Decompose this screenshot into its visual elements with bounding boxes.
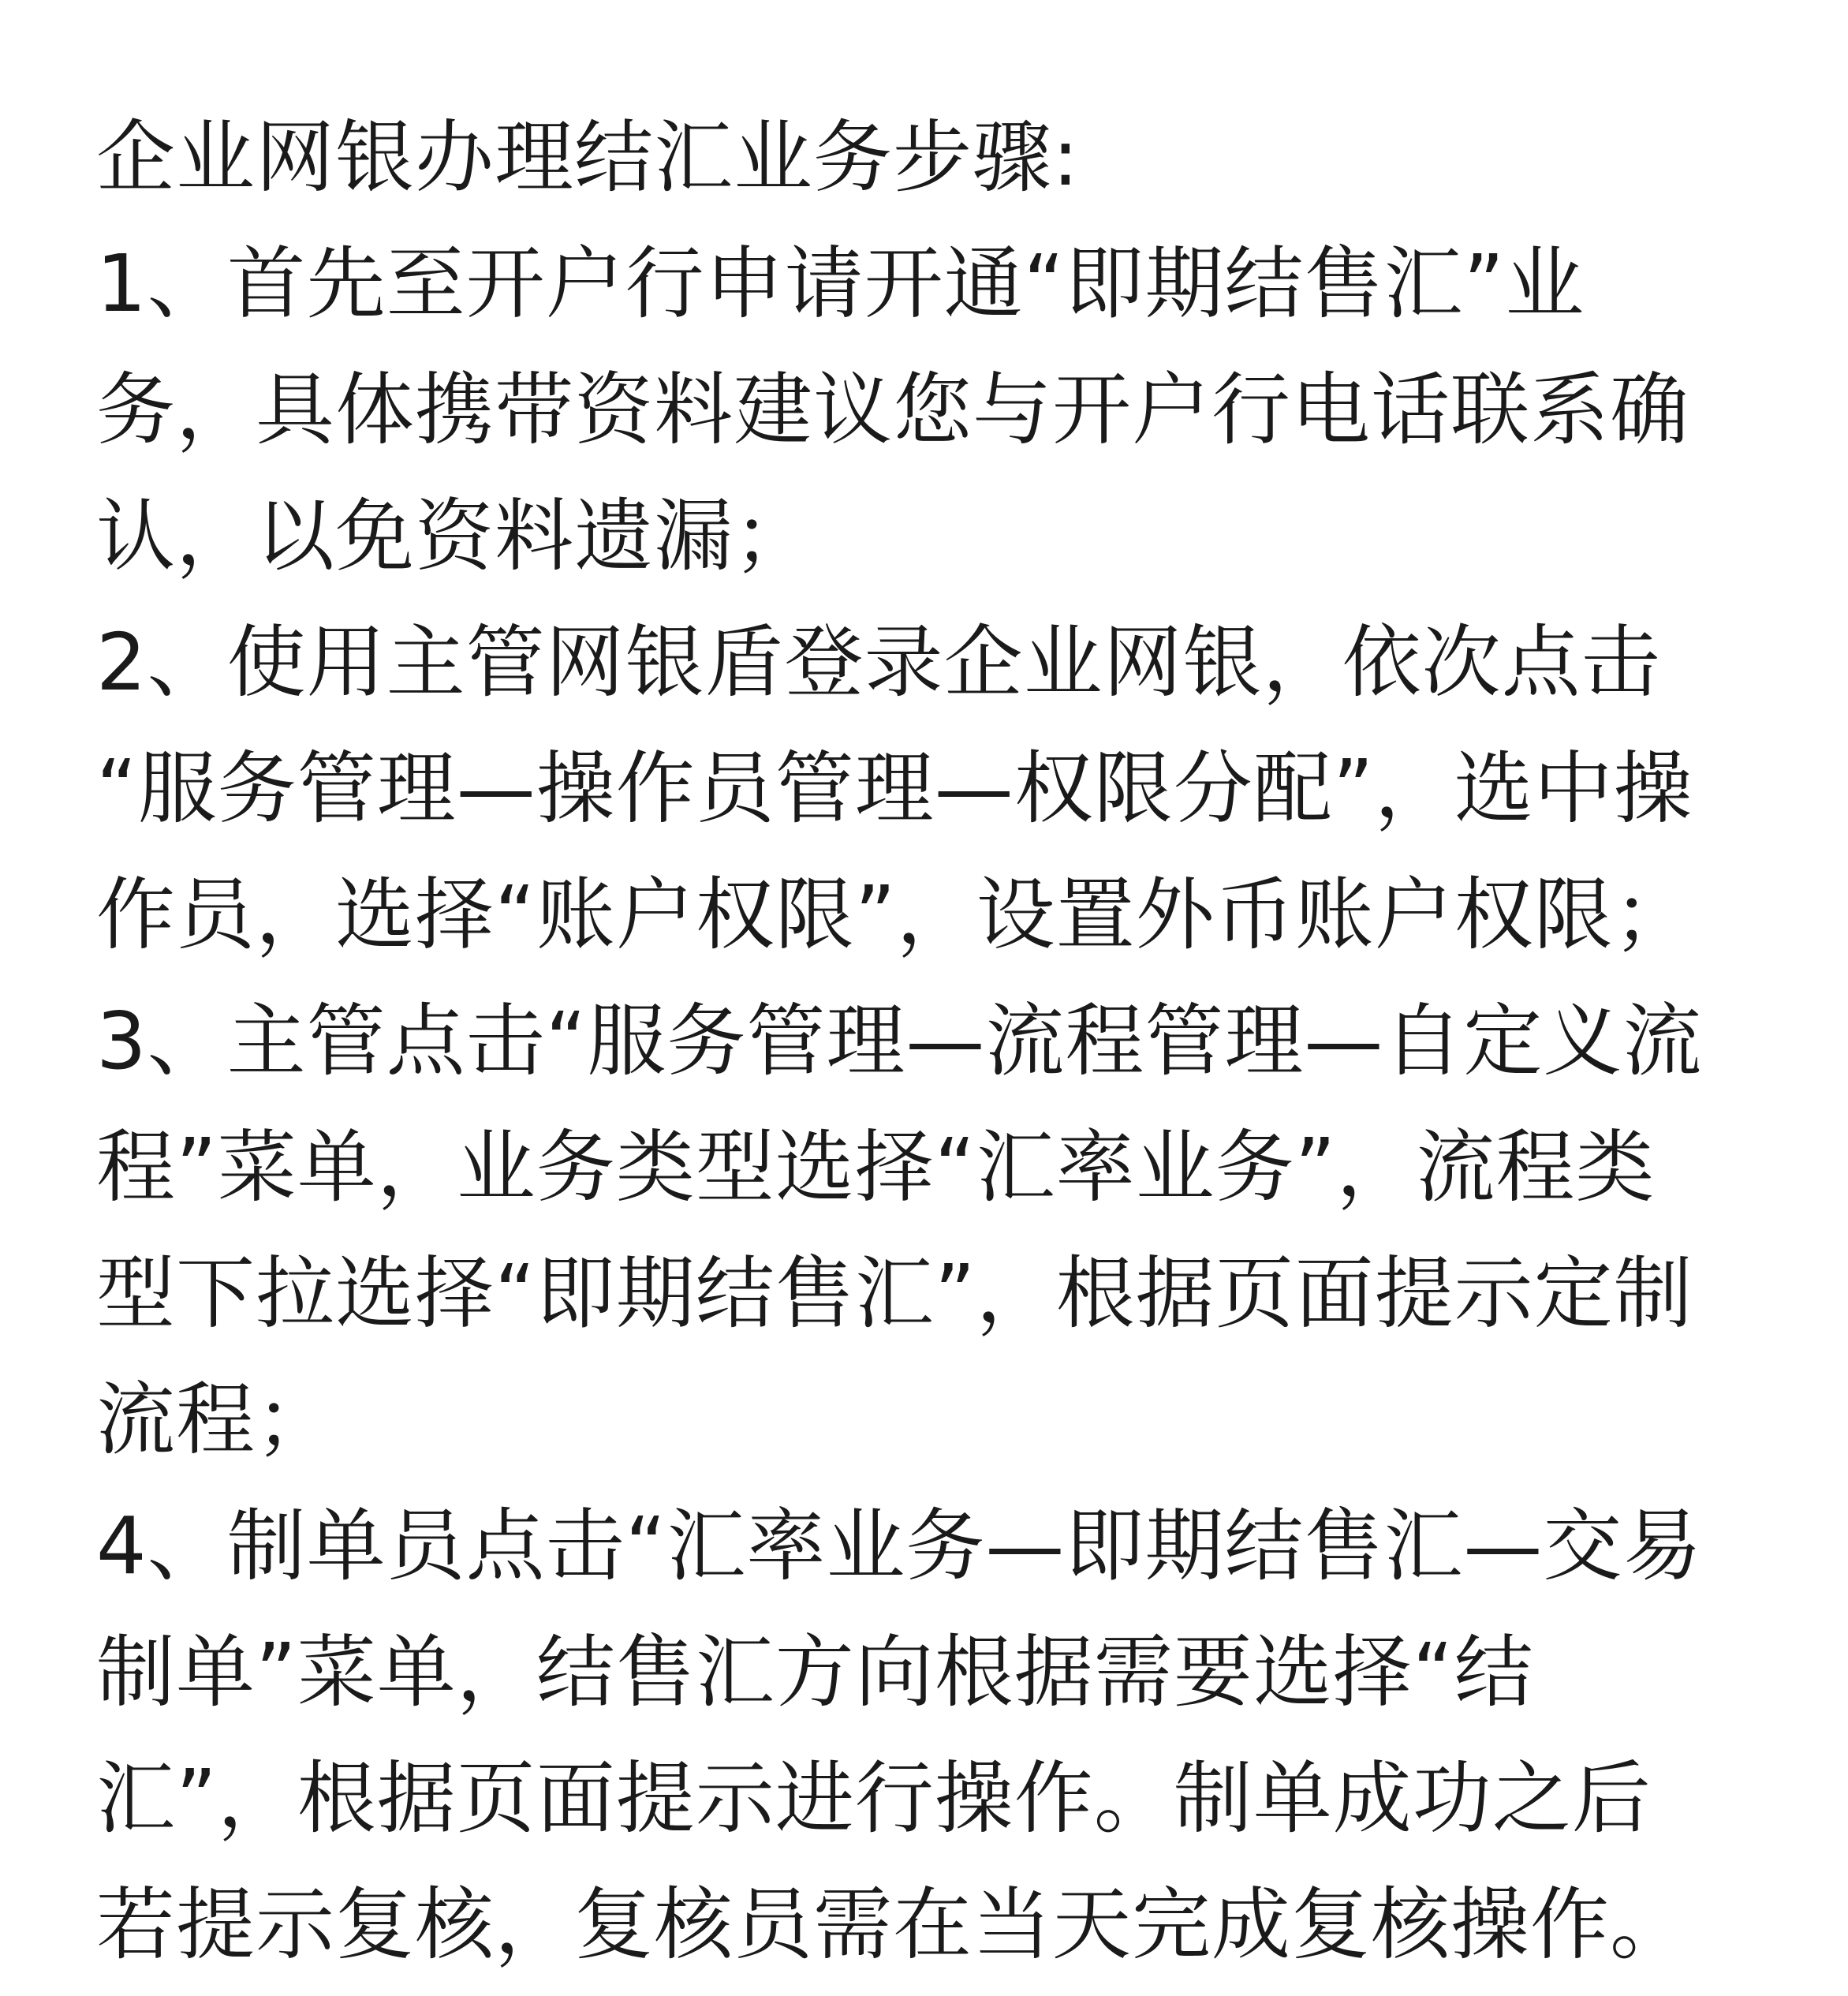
- document-title: 企业网银办理结汇业务步骤:: [96, 111, 1080, 204]
- text-line: 作员，选择“账户权限”，设置外币账户权限；: [96, 869, 1693, 961]
- text-line: 若提示复核，复核员需在当天完成复核操作。: [96, 1878, 1689, 1971]
- text-line: 流程；: [96, 1374, 335, 1466]
- text-line: 2、使用主管网银盾登录企业网银，依次点击: [96, 616, 1661, 708]
- text-line: “服务管理—操作员管理—权限分配”，选中操: [96, 742, 1693, 835]
- text-line: 3、主管点击“服务管理—流程管理—自定义流: [96, 995, 1703, 1087]
- text-line: 务，具体携带资料建议您与开户行电话联系确: [96, 364, 1689, 456]
- instruction-text: [96, 95, 1792, 1988]
- text-line: 4、制单员点击“汇率业务—即期结售汇—交易: [96, 1500, 1703, 1592]
- text-line: 型下拉选择“即期结售汇”，根据页面提示定制: [96, 1247, 1693, 1340]
- text-line: 程”菜单，业务类型选择“汇率业务”，流程类: [96, 1121, 1656, 1213]
- text-line: 制单”菜单，结售汇方向根据需要选择“结: [96, 1626, 1534, 1718]
- text-line: 1、首先至开户行申请开通“即期结售汇”业: [96, 237, 1585, 330]
- text-line: 汇”，根据页面提示进行操作。制单成功之后: [96, 1752, 1652, 1845]
- text-line: 认，以免资料遗漏；: [96, 490, 813, 582]
